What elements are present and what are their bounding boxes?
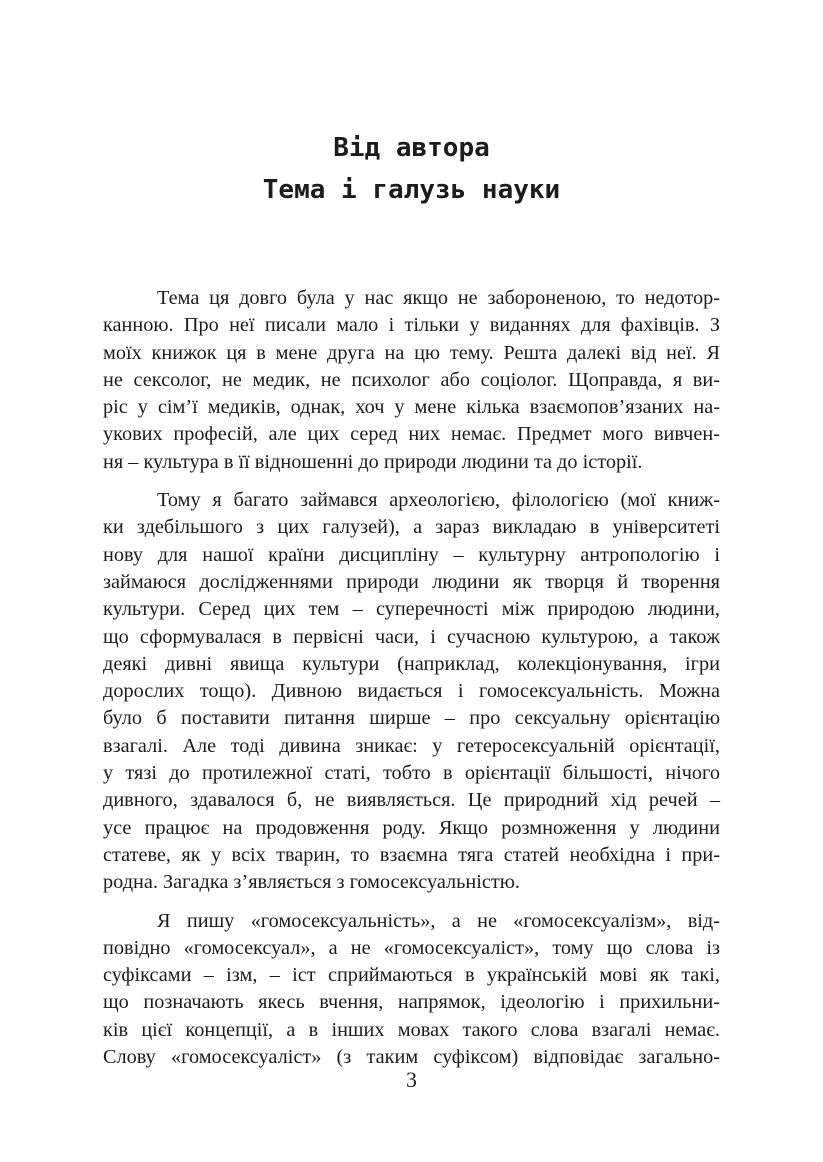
page-number: 3 — [406, 1067, 417, 1092]
text-line: ків цієї концепції, а в інших мовах такого слова взагалі немає. — [103, 1018, 720, 1041]
text-line: дорослих тощо). Дивною видається і гомосексуальність. Можна — [103, 680, 720, 703]
text-line: дивного, здавалося б, не виявляється. Це природний хід речей – — [103, 789, 720, 812]
text-line: статеве, як у всіх тварин, то взаємна тяга статей необхідна і при- — [103, 843, 720, 866]
paragraph — [103, 285, 720, 476]
paragraph — [103, 487, 720, 896]
chapter-subtitle: Тема і галузь науки — [262, 175, 561, 205]
text-line: Я пишу «гомосексуальність», а не «гомосексуалізм», від- — [157, 909, 720, 932]
text-line: суфіксами – ізм, – іст сприймаються в українській мові як такі, — [103, 964, 720, 987]
text-line: що сформувалася в первісні часи, і сучасною культурою, а також — [103, 625, 720, 648]
text-line: займаюся дослідженнями природи людини як творця й творення — [103, 570, 720, 593]
text-line: деякі дивні явища культури (наприклад, колекціонування, ігри — [103, 652, 720, 675]
text-line: Тому я багато займався археологією, філологією (мої книж- — [157, 489, 720, 512]
text-line: ріс у сім’ї медиків, однак, хоч у мене кілька взаємопов’язаних на- — [103, 396, 720, 419]
text-line: моїх книжок ця в мене друга на цю тему. Решта далекі від неї. Я — [103, 341, 720, 364]
text-line: взагалі. Але тоді дивина зникає: у гетеросексуальній орієнтації, — [103, 734, 720, 757]
chapter-title: Від автора — [333, 133, 490, 163]
text-line: Тема ця довго була у нас якщо не забороненою, то недотор- — [157, 287, 720, 309]
text-line: канною. Про неї писали мало і тільки у виданнях для фахівців. З — [103, 314, 720, 337]
text-line: родна. Загадка з’являється з гомосексуальністю. — [103, 871, 520, 894]
text-line: нову для нашої країни дисципліну – культурну антропологію і — [103, 543, 720, 566]
text-line: у тязі до протилежної статі, тобто в орієнтації більшості, нічого — [103, 762, 720, 785]
paragraph — [103, 908, 720, 1072]
text-line: укових професій, але цих серед них немає. Предмет мого вивчен- — [103, 423, 720, 446]
text-line: ки здебільшого з цих галузей), а зараз викладаю в університеті — [103, 516, 720, 539]
text-line: повідно «гомосексуал», а не «гомосексуаліст», тому що слова із — [103, 936, 720, 959]
text-line: не сексолог, не медик, не психолог або соціолог. Щоправда, я ви- — [103, 368, 720, 391]
text-line: ня – культура в її відношенні до природи людини та до історії. — [103, 450, 643, 473]
text-line: що позначають якесь вчення, напрямок, ідеологію і прихильни- — [103, 991, 720, 1014]
text-line: було б поставити питання ширше – про сексуальну орієнтацію — [103, 707, 720, 730]
body-text — [103, 285, 720, 1082]
text-line: усе працює на продовження роду. Якщо розмноження у людини — [103, 816, 720, 839]
text-line: культури. Серед цих тем – суперечності між природою людини, — [103, 598, 720, 621]
text-line: Слову «гомосексуаліст» (з таким суфіксом) відповідає загально- — [103, 1046, 720, 1069]
